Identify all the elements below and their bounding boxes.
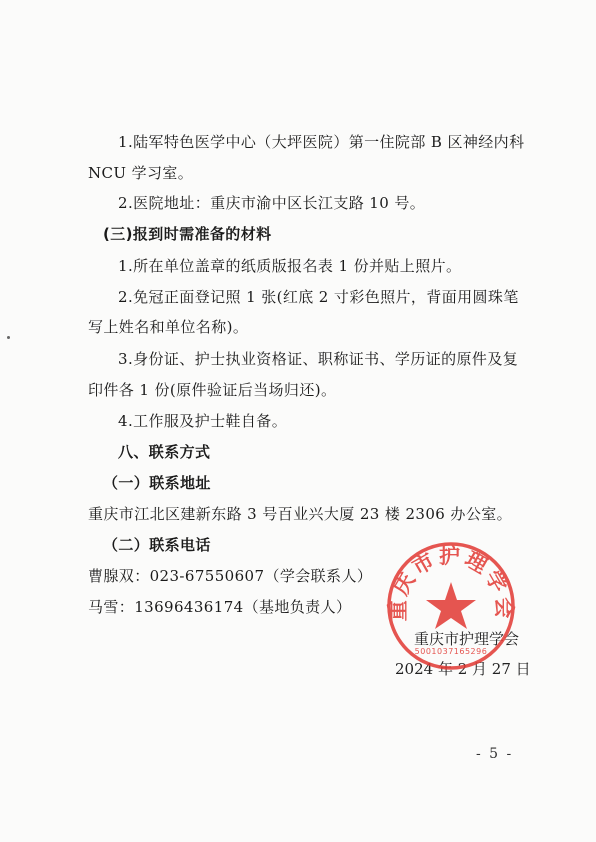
body-line-5: 1.所在单位盖章的纸质版报名表 1 份并贴上照片。 (118, 257, 462, 275)
page-number: - 5 - (476, 746, 514, 762)
signature-org: 重庆市护理学会 (414, 630, 520, 648)
section-heading-contact: 八、联系方式 (118, 443, 211, 461)
contact-address: 重庆市江北区建新东路 3 号百业兴大厦 23 楼 2306 办公室。 (88, 505, 513, 523)
scan-speck (7, 336, 10, 339)
body-line-2: NCU 学习室。 (88, 164, 194, 182)
body-line-8: 3.身份证、护士执业资格证、职称证书、学历证的原件及复 (118, 350, 519, 368)
svg-text:5001037165296: 5001037165296 (414, 647, 488, 656)
body-line-3: 2.医院地址：重庆市渝中区长江支路 10 号。 (118, 194, 426, 212)
signature-date: 2024 年 2 月 27 日 (395, 660, 531, 678)
body-line-9: 印件各 1 份(原件验证后当场归还)。 (88, 381, 337, 399)
contact-phone-1: 曹腺双：023-67550607（学会联系人） (88, 567, 373, 585)
subheading-address: （一）联系地址 (103, 474, 211, 492)
body-line-7: 写上姓名和单位名称)。 (88, 318, 249, 336)
body-line-10: 4.工作服及护士鞋自备。 (118, 412, 288, 430)
body-line-1: 1.陆军特色医学中心（大坪医院）第一住院部 B 区神经内科 (118, 133, 525, 151)
subheading-phone: （二）联系电话 (103, 536, 211, 554)
official-seal-stamp (385, 540, 520, 672)
svg-text:重庆市护理学会: 重庆市护理学会 (385, 544, 517, 622)
section-heading-materials: (三)报到时需准备的材料 (103, 225, 272, 243)
body-line-6: 2.免冠正面登记照 1 张(红底 2 寸彩色照片，背面用圆珠笔 (118, 288, 519, 306)
contact-phone-2: 马雪：13696436174（基地负责人） (88, 598, 352, 616)
